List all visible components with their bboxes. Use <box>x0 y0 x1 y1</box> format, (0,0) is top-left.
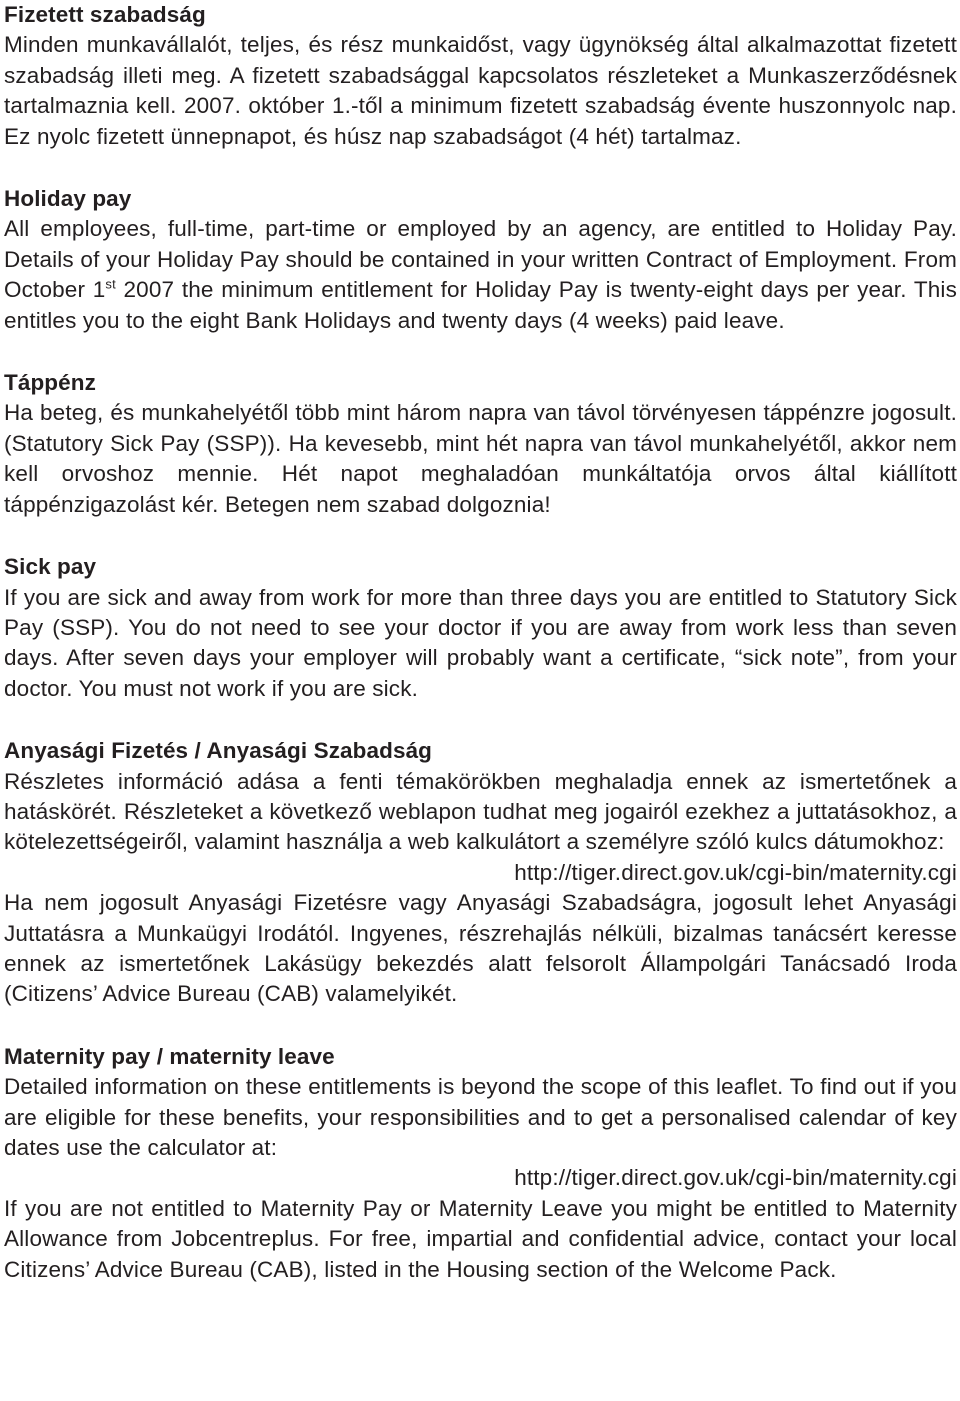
section-heading: Sick pay <box>4 554 97 580</box>
calculator-url: http://tiger.direct.gov.uk/cgi-bin/maternity.cgi <box>514 1165 957 1191</box>
section-paragraph: Részletes információ adása a fenti témakörökben meghaladja ennek az ismertetőnek a hatáskörét. Részleteket a következő weblapon tudhat meg jogairól ezekhez a juttatásokhoz, a kötelezettségeiről, valamint használja a web kalkulátort a személyre szóló kulcs dátumokhoz: <box>4 768 957 855</box>
section-paragraph: Minden munkavállalót, teljes, és rész munkaidőst, vagy ügynökség által alkalmazottat fizetett szabadság illeti meg. A fizetett szabadsággal kapcsolatos részleteket a Munkaszerződésnek tartalmaznia kell. 2007. október 1.-től a minimum fizetett szabadság évente huszonnyolc nap. Ez nyolc fizetett ünnepnapot, és húsz nap szabadságot (4 hét) tartalmaz. <box>4 32 957 149</box>
section-paragraph: Ha beteg, és munkahelyétől több mint három napra van távol törvényesen táppénzre jogosult. (Statutory Sick Pay (SSP)). Ha kevesebb, mint hét napra van távol munkahelyétől, akkor nem kell orvoshoz mennie. Hét napot meghaladóan munkáltatója orvos által kiállított táppénzigazolást kér. Betegen nem szabad dolgoznia! <box>4 400 957 517</box>
section-heading: Táppénz <box>4 370 96 396</box>
calculator-url: http://tiger.direct.gov.uk/cgi-bin/maternity.cgi <box>514 859 957 885</box>
section-heading: Fizetett szabadság <box>4 2 206 27</box>
section-heading: Maternity pay / maternity leave <box>4 1043 335 1069</box>
section-maternity <box>4 1042 957 1285</box>
section-sick-pay-hu <box>4 368 957 520</box>
section-heading: Anyasági Fizetés / Anyasági Szabadság <box>4 738 433 764</box>
section-spacer <box>4 704 957 736</box>
ordinal-suffix: st <box>105 276 116 292</box>
section-spacer <box>4 336 957 368</box>
section-paragraph: Ha nem jogosult Anyasági Fizetésre vagy Anyasági Szabadságra, jogosult lehet Anyasági Juttatásra a Munkaügyi Irodától. Ingyenes, részrehajlás nélküli, bizalmas tanácsért keresse ennek az ismertetőnek Lakásügy bekezdés alatt felsorolt Állampolgári Tanácsadó Iroda (Citizens’ Advice Bureau (CAB) valamelyikét. <box>4 890 957 1007</box>
section-spacer <box>4 1010 957 1042</box>
section-spacer <box>4 520 957 552</box>
paragraph-text: 2007 the minimum entitlement for Holiday Pay is twenty-eight days per year. This entitles you to the eight Bank Holidays and twenty days (4 weeks) paid leave. <box>4 277 957 333</box>
section-maternity-hu <box>4 736 957 1010</box>
section-heading: Holiday pay <box>4 186 132 212</box>
section-paragraph: If you are sick and away from work for more than three days you are entitled to Statutory Sick Pay (SSP). You do not need to see your doctor if you are away from work less than seven days. After seven days your employer will probably want a certificate, “sick note”, from your doctor. You must not work if you are sick. <box>4 584 957 701</box>
paragraph-text: All employees, full-time, part-time or employed by an agency, are entitled to Holiday Pay. Details of your Holiday Pay should be contained in your written Contract of Employment. From October 1 <box>4 216 957 303</box>
section-sick-pay <box>4 552 957 704</box>
section-spacer <box>4 152 957 184</box>
section-paragraph <box>4 214 957 336</box>
section-paid-holiday-hu <box>4 0 957 152</box>
section-paragraph: If you are not entitled to Maternity Pay or Maternity Leave you might be entitled to Maternity Allowance from Jobcentreplus. For free, impartial and confidential advice, contact your local Citizens’ Advice Bureau (CAB), listed in the Housing section of the Welcome Pack. <box>4 1195 957 1282</box>
section-paragraph: Detailed information on these entitlements is beyond the scope of this leaflet. To find out if you are eligible for these benefits, your responsibilities and to get a personalised calendar of key dates use the calculator at: <box>4 1074 957 1160</box>
section-holiday-pay <box>4 184 957 336</box>
